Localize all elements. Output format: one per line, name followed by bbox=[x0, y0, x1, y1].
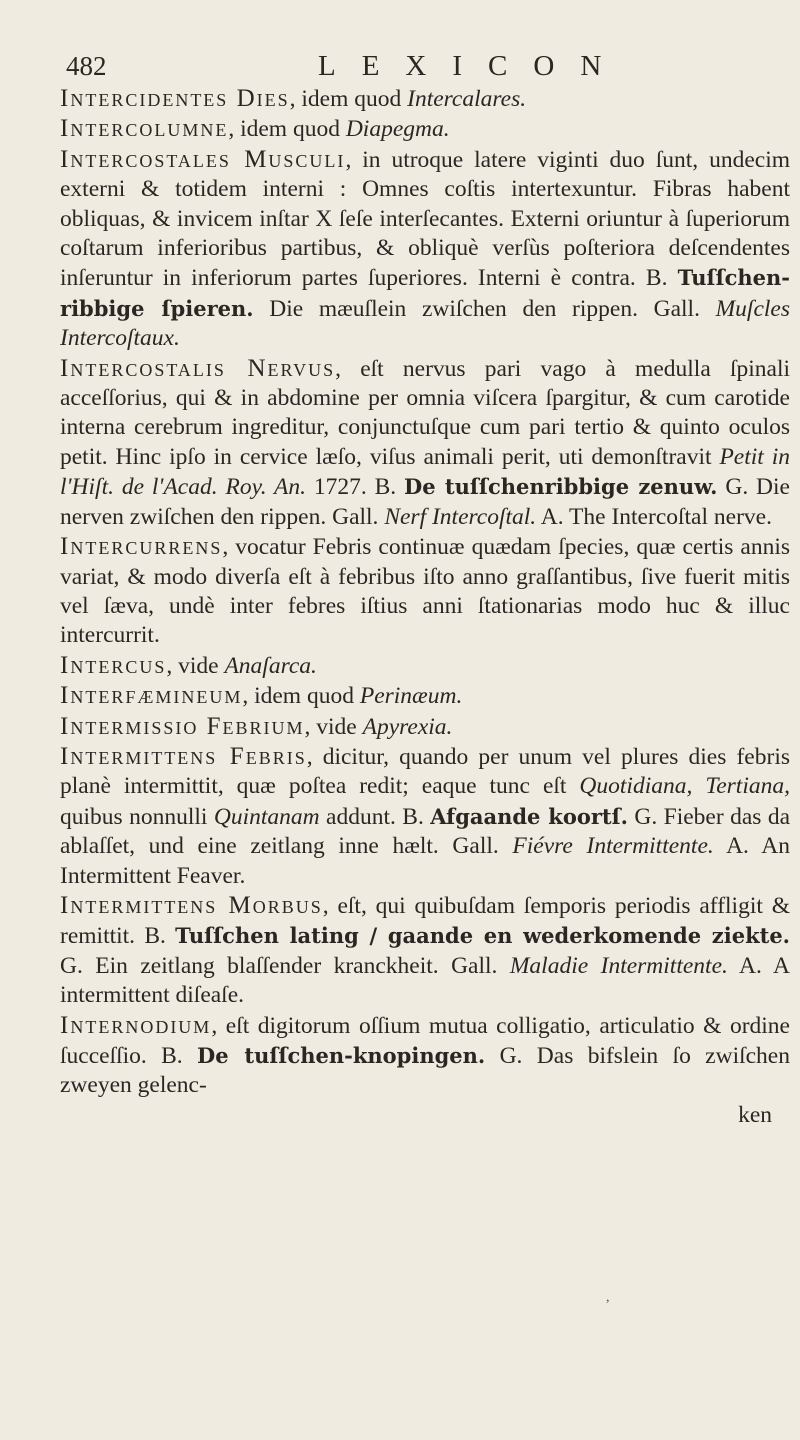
entry-headword: Interfæmineum bbox=[60, 682, 243, 710]
running-title: LEXICON bbox=[318, 50, 628, 82]
entry-intercostalis-nervus: Intercostalis Nervus, eſt nervus pari vago à medulla ſpinali acceſſorius, qui & in abdomine per omnia viſcera ſpargitur, & cum carotide interna cerebrum ingreditur, conjunctuſque cum pari tertio & quinto oculos petit. Hinc ipſo in cervice læſo, viſus animali perit, uti demonſtravit Petit in l'Hiſt. de l'Acad. Roy. An. 1727. B. De tuſſchenribbige zenuw. G. Die nerven zwiſchen den rippen. Gall. Nerf Intercoſtal. A. The Intercoſtal nerve. bbox=[60, 354, 791, 530]
page-header bbox=[38, 44, 780, 88]
entry-headword: Intermissio Febrium bbox=[60, 712, 305, 740]
entry-intercurrens: Intercurrens, vocatur Febris continuæ quædam ſpecies, quæ certis annis variat, & modo diverſa eſt à febribus iſto anno graſſantibus, ſive fuerit mitis vel ſæva, undè inter febres iſtius anni ſtationarias modo huc & illuc intercurrit. bbox=[60, 533, 790, 649]
page-number: 482 bbox=[66, 51, 107, 81]
entry-headword: Intercostales Musculi bbox=[60, 145, 346, 173]
entry-intercostales-musculi: Intercostales Musculi, in utroque latere viginti duo ſunt, undecim externi & totidem interni : Omnes coſtis intertexuntur. Fibras habent obliquas, & invicem inſtar X ſeſe interſecantes. Externi oriuntur à ſuperiorum coſtarum inferioribus partibus, & obliquè verſùs poſteriora deſcendentes inſeruntur in inferiorum partes ſuperiores. Interni è contra. B. Tuſſchen-ribbige ſpieren. Die mæuſlein zwiſchen den rippen. Gall. Muſcles Intercoſtaux. bbox=[60, 145, 791, 352]
entry-interfaemineum: Interfæmineum, idem quod Perinæum. bbox=[60, 682, 463, 710]
entry-internodium: Internodium, eſt digitorum oſſium mutua colligatio, articulatio & ordine ſucceſſio. B. De tuſſchen-knopingen. G. Das bifslein ſo zwiſchen zweyen gelenc- bbox=[60, 1011, 790, 1099]
entry-headword: Intercurrens bbox=[60, 533, 223, 561]
entry-intercidentes-dies: Intercidentes Dies, idem quod Intercalares. bbox=[60, 85, 527, 112]
entry-intercus: Intercus, vide Anaſarca. bbox=[60, 651, 317, 679]
entry-headword: Intercolumne bbox=[60, 115, 229, 143]
catchword: ken bbox=[738, 1101, 772, 1128]
entry-headword: Intermittens Morbus bbox=[60, 891, 323, 919]
entry-headword: Intercus bbox=[60, 651, 167, 679]
dictionary-column bbox=[60, 84, 790, 1130]
entry-headword: Intercidentes Dies bbox=[60, 85, 290, 112]
entry-intermittens-febris: Intermittens Febris, dicitur, quando per unum vel plures dies febris planè intermittit, quæ poſtea redit; eaque tunc eſt Quotidiana, Tertiana, quibus nonnulli Quintanam addunt. B. Afgaande koortſ. G. Fieber das da ablaſſet, und eine zeitlang inne hælt. Gall. Fiévre Intermittente. A. An Intermittent Feaver. bbox=[60, 742, 791, 889]
entry-headword: Intermittens Febris bbox=[60, 742, 307, 770]
entry-intermissio-febrium: Intermissio Febrium, vide Apyrexia. bbox=[60, 712, 453, 740]
entry-headword: Internodium bbox=[60, 1011, 212, 1039]
entry-intercolumne: Intercolumne, idem quod Diapegma. bbox=[60, 115, 450, 143]
entry-intermittens-morbus: Intermittens Morbus, eſt, qui quibuſdam ſemporis periodis affligit & remittit. B. Tuſſchen lating / gaande en wederkomende ziekte. G. Ein zeitlang blaſſender kranckheit. Gall. Maladie Intermittente. A. A intermittent diſeaſe. bbox=[60, 891, 790, 1009]
ink-speck: , bbox=[606, 1290, 610, 1305]
entry-headword: Intercostalis Nervus bbox=[60, 354, 336, 382]
